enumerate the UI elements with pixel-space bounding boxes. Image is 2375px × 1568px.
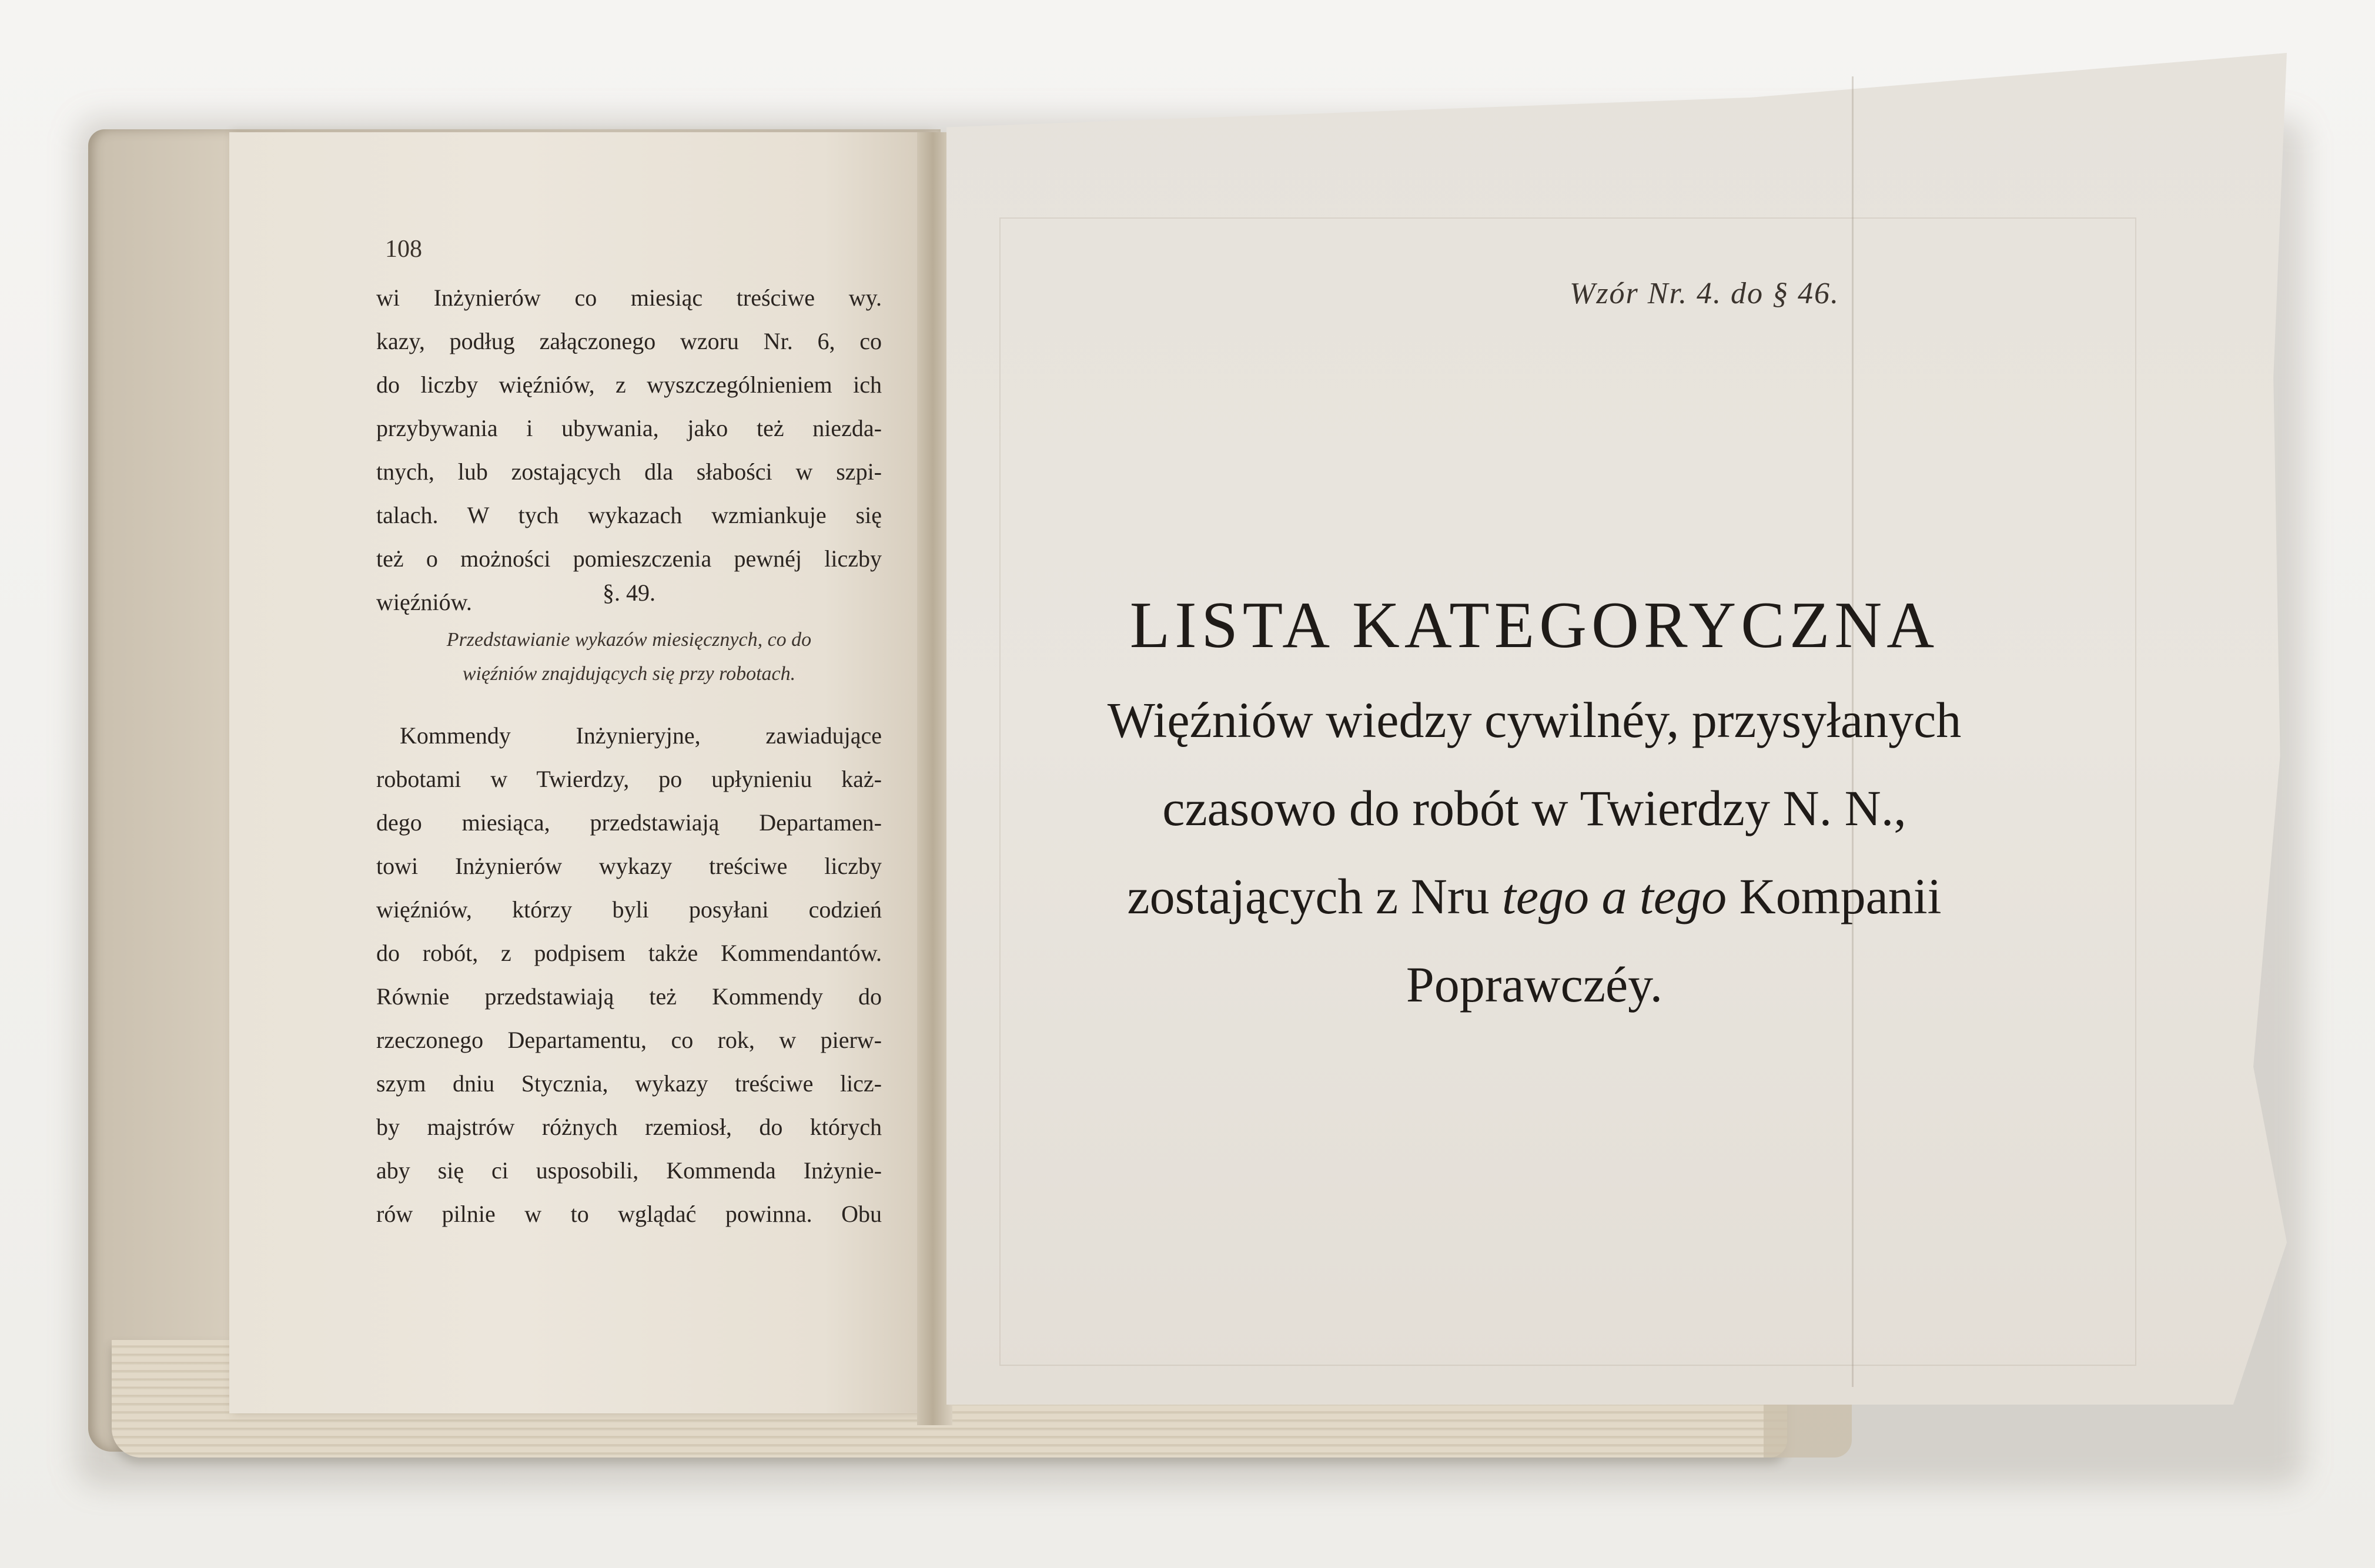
- form-reference: Wzór Nr. 4. do § 46.: [1570, 277, 1839, 310]
- text-line: więźniów.: [376, 589, 472, 615]
- document-subtitle: [976, 676, 2093, 1028]
- text-line: też o możności pomieszczenia pewnéj liczby: [376, 545, 882, 572]
- subtitle-italic-text: tego a tego: [1489, 868, 1740, 924]
- subtitle-line: czasowo do robót w Twierdzy N. N.,: [1162, 780, 1906, 836]
- paragraph-top: [376, 276, 882, 624]
- text-line: towi Inżynierów wykazy treściwe liczby: [376, 853, 882, 879]
- text-line: przybywania i ubywania, jako też niezda-: [376, 415, 882, 441]
- caption-line: Przedstawianie wykazów miesięcznych, co do: [446, 629, 812, 651]
- subtitle-line: Więźniów wiedzy cywilnéy, przysyłanych: [1107, 692, 1962, 748]
- paragraph-bottom: [376, 714, 882, 1236]
- subtitle-text: Kompanii: [1739, 868, 1942, 924]
- subtitle-line: Poprawczéy.: [1406, 956, 1663, 1013]
- text-line: Kommendy Inżynieryjne, zawiadujące: [400, 722, 882, 749]
- text-line: wi Inżynierów co miesiąc treściwe wy.: [376, 284, 882, 311]
- subtitle-text: zostających z: [1127, 868, 1411, 924]
- section-caption: [376, 623, 882, 691]
- text-line: Równie przedstawiają też Kommendy do: [376, 983, 882, 1010]
- text-line: rzeczonego Departamentu, co rok, w pierw-: [376, 1027, 882, 1053]
- text-line: aby się ci usposobili, Kommenda Inżynie-: [376, 1157, 882, 1184]
- text-line: tnych, lub zostających dla słabości w szpi-: [376, 458, 882, 485]
- caption-line: więźniów znajdujących się przy robotach.: [462, 663, 796, 685]
- text-line: do liczby więźniów, z wyszczególnieniem ich: [376, 371, 882, 398]
- text-line: talach. W tych wykazach wzmiankuje się: [376, 502, 882, 528]
- text-line: do robót, z podpisem także Kommendantów.: [376, 940, 882, 966]
- text-line: więźniów, którzy byli posyłani codzień: [376, 896, 882, 923]
- text-line: by majstrów różnych rzemiosł, do których: [376, 1114, 882, 1140]
- numero-abbrev: Nru: [1410, 868, 1490, 924]
- page-number: 108: [385, 236, 422, 263]
- section-number: §. 49.: [603, 579, 655, 606]
- text-line: dego miesiąca, przedstawiają Departamen-: [376, 809, 882, 836]
- document-title: LISTA KATEGORYCZNA: [1129, 589, 1939, 662]
- text-line: szym dniu Stycznia, wykazy treściwe licz-: [376, 1070, 882, 1097]
- text-line: robotami w Twierdzy, po upłynieniu każ-: [376, 766, 882, 792]
- subtitle-line: [976, 852, 2093, 940]
- text-line: rów pilnie w to wglądać powinna. Obu: [376, 1201, 882, 1227]
- text-line: kazy, podług załączonego wzoru Nr. 6, co: [376, 328, 882, 354]
